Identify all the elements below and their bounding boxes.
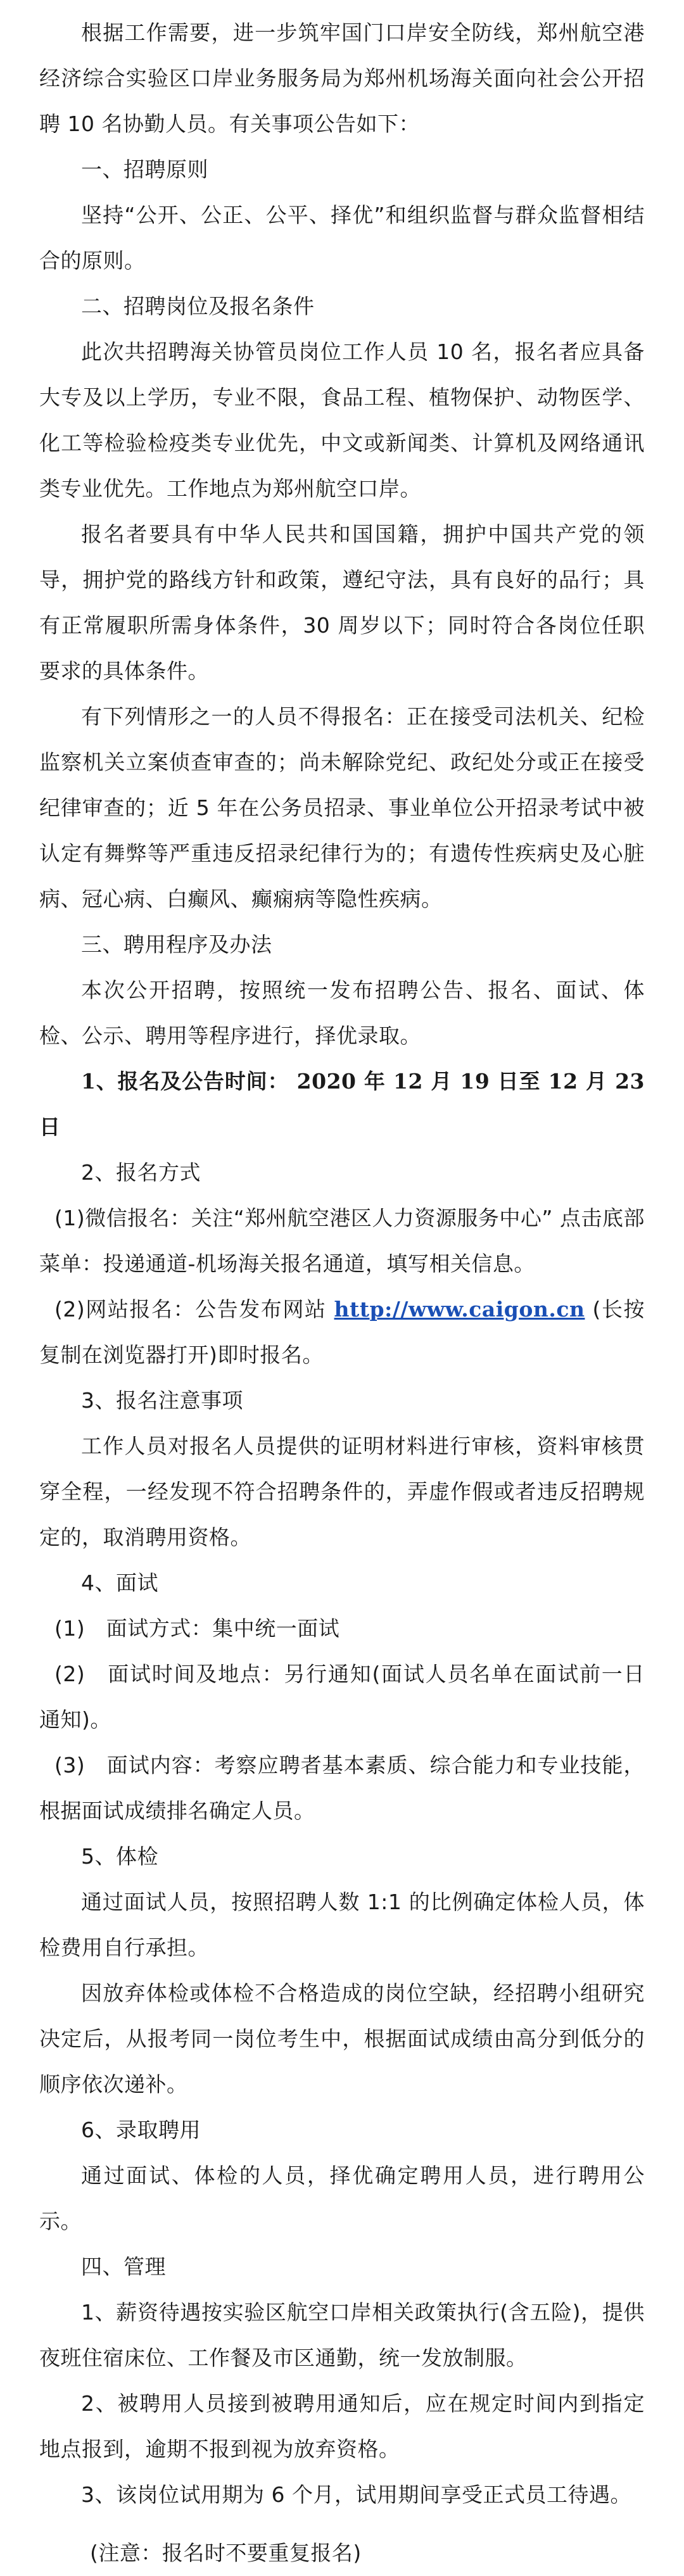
interview-time-place: (2) 面试时间及地点：另行通知(面试人员名单在面试前一日通知)。 (39, 1662, 645, 1732)
website-link[interactable]: http://www.caigon.cn (334, 1297, 585, 1322)
registration-notes-body: 工作人员对报名人员提供的证明材料进行审核，资料审核贯穿全程，一经发现不符合招聘条件的，弄虚作假或者违反招聘规定的，取消聘用资格。 (39, 1434, 645, 1550)
section-4-title: 四、管理 (81, 2254, 166, 2279)
registration-method-title: 2、报名方式 (81, 1160, 201, 1185)
hiring-title: 6、录取聘用 (81, 2118, 201, 2142)
management-item-2: 2、被聘用人员接到被聘用通知后，应在规定时间内到指定地点报到，逾期不报到视为放弃资格。 (39, 2391, 645, 2461)
section-3-paragraph-1: 本次公开招聘，按照统一发布招聘公告、报名、面试、体检、公示、聘用等程序进行，择优录取。 (39, 978, 645, 1048)
interview-title: 4、面试 (81, 1570, 158, 1595)
management-item-3: 3、该岗位试用期为 6 个月，试用期间享受正式员工待遇。 (81, 2482, 631, 2507)
registration-time: 1、报名及公告时间： 2020 年 12 月 19 日至 12 月 23 日 (39, 1069, 645, 1139)
interview-content: (3) 面试内容：考察应聘者基本素质、综合能力和专业技能，根据面试成绩排名确定人员。 (39, 1753, 645, 1823)
section-1-body: 坚持“公开、公正、公平、择优”和组织监督与群众监督相结合的原则。 (39, 203, 645, 273)
website-registration (39, 1287, 645, 1378)
footer-note: (注意：报名时不要重复报名) (90, 2541, 362, 2565)
hiring-body: 通过面试、体检的人员，择优确定聘用人员，进行聘用公示。 (39, 2163, 645, 2233)
website-registration-suffix: (长按复制在浏览器打开)即时报名。 (39, 1297, 645, 1367)
medical-exam-paragraph-2: 因放弃体检或体检不合格造成的岗位空缺，经招聘小组研究决定后，从报考同一岗位考生中，根据面试成绩由高分到低分的顺序依次递补。 (39, 1981, 645, 2097)
section-1-title: 一、招聘原则 (81, 157, 208, 182)
intro-paragraph: 根据工作需要，进一步筑牢国门口岸安全防线，郑州航空港经济综合实验区口岸业务服务局为郑州机场海关面向社会公开招聘 10 名协勤人员。有关事项公告如下： (39, 20, 645, 136)
medical-exam-paragraph-1: 通过面试人员，按照招聘人数 1:1 的比例确定体检人员，体检费用自行承担。 (39, 1890, 645, 1960)
section-2-paragraph-1: 此次共招聘海关协管员岗位工作人员 10 名，报名者应具备大专及以上学历，专业不限，食品工程、植物保护、动物医学、化工等检验检疫类专业优先，中文或新闻类、计算机及网络通讯类专业优先。工作地点为郑州航空口岸。 (39, 339, 645, 501)
section-2-paragraph-2: 报名者要具有中华人民共和国国籍，拥护中国共产党的领导，拥护党的路线方针和政策，遵纪守法，具有良好的品行；具有正常履职所需身体条件，30 周岁以下；同时符合各岗位任职要求的具体条件。 (39, 522, 645, 683)
registration-notes-title: 3、报名注意事项 (81, 1388, 243, 1413)
section-2-title: 二、招聘岗位及报名条件 (81, 294, 315, 319)
management-item-1: 1、薪资待遇按实验区航空口岸相关政策执行(含五险)，提供夜班住宿床位、工作餐及市区通勤，统一发放制服。 (39, 2300, 645, 2370)
medical-exam-title: 5、体检 (81, 1844, 158, 1869)
website-registration-prefix: (2)网站报名：公告发布网站 (54, 1297, 334, 1322)
interview-method: (1) 面试方式：集中统一面试 (54, 1616, 340, 1641)
section-2-paragraph-3: 有下列情形之一的人员不得报名：正在接受司法机关、纪检监察机关立案侦查审查的；尚未解除党纪、政纪处分或正在接受纪律审查的；近 5 年在公务员招录、事业单位公开招录考试中被认定有舞弊等严重违反招录纪律行为的；有遗传性疾病史及心脏病、冠心病、白癫风、癫痫病等隐性疾病。 (39, 704, 645, 911)
wechat-registration: (1)微信报名：关注“郑州航空港区人力资源服务中心” 点击底部菜单：投递通道-机场海关报名通道，填写相关信息。 (39, 1206, 645, 1276)
section-3-title: 三、聘用程序及办法 (81, 932, 272, 957)
